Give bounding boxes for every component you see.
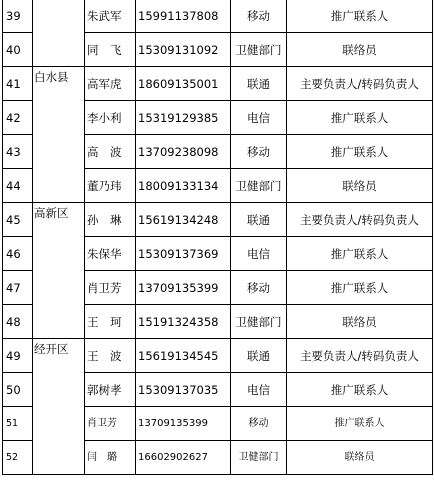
row-number: 44 (3, 169, 33, 203)
contact-name: 李小利 (85, 101, 136, 135)
contact-unit: 卫健部门 (231, 441, 287, 475)
contact-phone: 15309137035 (136, 373, 231, 407)
row-number: 51 (3, 407, 33, 441)
contact-unit: 联通 (231, 67, 287, 101)
row-number: 52 (3, 441, 33, 475)
contact-unit: 卫健部门 (231, 169, 287, 203)
table-row (3, 203, 433, 237)
contact-role: 主要负责人/转码负责人 (287, 67, 433, 101)
contact-phone: 16602902627 (136, 441, 231, 475)
row-number: 49 (3, 339, 33, 373)
row-number: 45 (3, 203, 33, 237)
contact-role: 联络员 (287, 305, 433, 339)
contact-phone: 15309131092 (136, 33, 231, 67)
contact-unit: 卫健部门 (231, 305, 287, 339)
contact-role: 联络员 (287, 441, 433, 475)
contact-role: 推广联系人 (287, 237, 433, 271)
row-number: 47 (3, 271, 33, 305)
contact-name: 孙 琳 (85, 203, 136, 237)
contact-unit: 移动 (231, 271, 287, 305)
contact-phone: 15619134248 (136, 203, 231, 237)
row-number: 42 (3, 101, 33, 135)
contact-name: 董乃玮 (85, 169, 136, 203)
contact-name: 闫 璐 (85, 441, 136, 475)
contact-unit: 电信 (231, 237, 287, 271)
contact-name: 王 珂 (85, 305, 136, 339)
contact-phone: 13709238098 (136, 135, 231, 169)
contact-phone: 15309137369 (136, 237, 231, 271)
row-number: 48 (3, 305, 33, 339)
county-cell: 高新区 (33, 203, 85, 339)
contact-role: 联络员 (287, 33, 433, 67)
table-row (3, 339, 433, 373)
contact-phone: 13709135399 (136, 271, 231, 305)
contact-name: 朱武军 (85, 0, 136, 33)
row-number: 46 (3, 237, 33, 271)
contact-phone: 15191324358 (136, 305, 231, 339)
contact-role: 推广联系人 (287, 407, 433, 441)
contact-role: 推广联系人 (287, 373, 433, 407)
contact-phone: 15991137808 (136, 0, 231, 33)
contact-name: 王 波 (85, 339, 136, 373)
contact-name: 肖卫芳 (85, 407, 136, 441)
contact-table-body (3, 0, 433, 475)
contact-phone: 18609135001 (136, 67, 231, 101)
row-number: 50 (3, 373, 33, 407)
contact-table (2, 0, 433, 475)
contact-name: 高军虎 (85, 67, 136, 101)
contact-role: 联络员 (287, 169, 433, 203)
contact-role: 推广联系人 (287, 0, 433, 33)
contact-name: 高 波 (85, 135, 136, 169)
contact-role: 主要负责人/转码负责人 (287, 339, 433, 373)
contact-phone: 15319129385 (136, 101, 231, 135)
county-cell: 经开区 (33, 339, 85, 475)
contact-unit: 卫健部门 (231, 33, 287, 67)
row-number: 40 (3, 33, 33, 67)
contact-role: 主要负责人/转码负责人 (287, 203, 433, 237)
contact-name: 郭树孝 (85, 373, 136, 407)
row-number: 43 (3, 135, 33, 169)
contact-unit: 联通 (231, 203, 287, 237)
contact-phone: 13709135399 (136, 407, 231, 441)
contact-unit: 联通 (231, 339, 287, 373)
county-cell: 白水县 (33, 67, 85, 203)
contact-unit: 电信 (231, 101, 287, 135)
contact-phone: 15619134545 (136, 339, 231, 373)
contact-role: 推广联系人 (287, 101, 433, 135)
contact-phone: 18009133134 (136, 169, 231, 203)
table-row (3, 67, 433, 101)
contact-unit: 移动 (231, 135, 287, 169)
contact-unit: 电信 (231, 373, 287, 407)
contact-name: 肖卫芳 (85, 271, 136, 305)
contact-role: 推广联系人 (287, 135, 433, 169)
table-row (3, 0, 433, 33)
contact-unit: 移动 (231, 407, 287, 441)
contact-unit: 移动 (231, 0, 287, 33)
county-cell (33, 0, 85, 67)
contact-name: 同 飞 (85, 33, 136, 67)
contact-name: 朱保华 (85, 237, 136, 271)
contact-role: 推广联系人 (287, 271, 433, 305)
row-number: 41 (3, 67, 33, 101)
row-number: 39 (3, 0, 33, 33)
